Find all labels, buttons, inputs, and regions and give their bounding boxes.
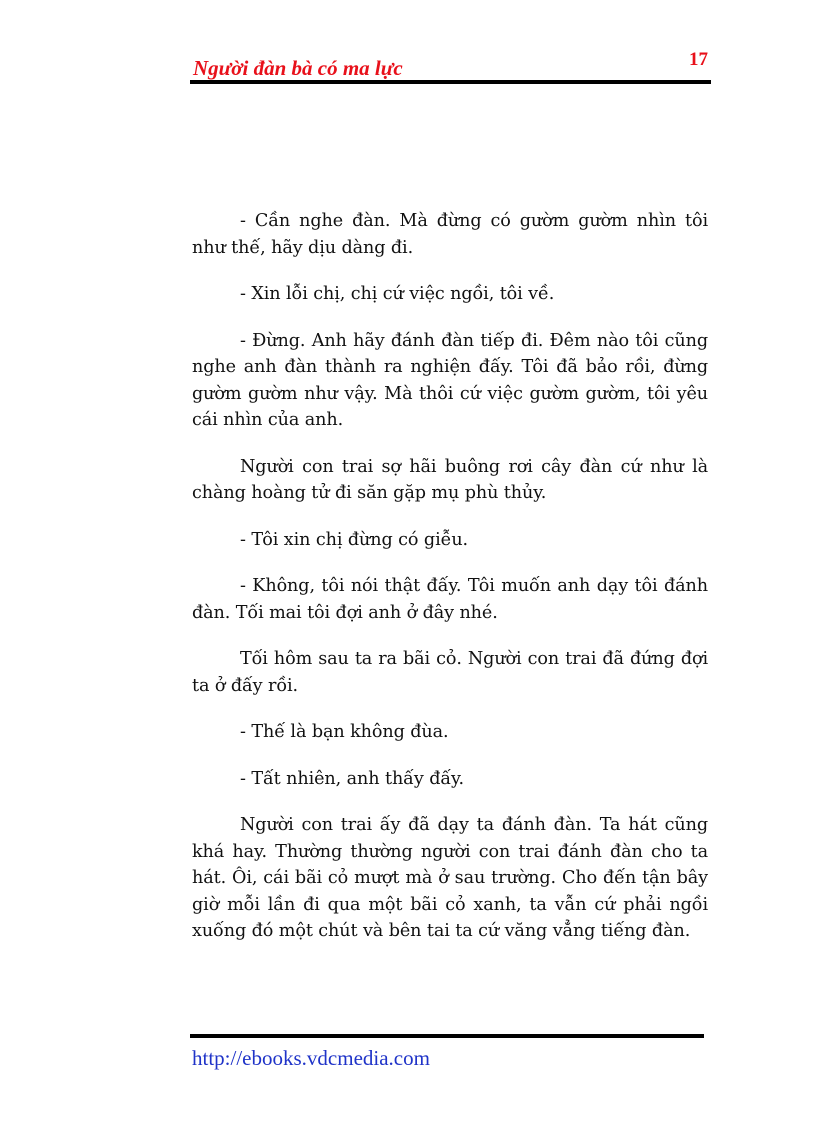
paragraph: Người con trai sợ hãi buông rơi cây đàn cứ như là chàng hoàng tử đi săn gặp mụ phù thủy. (192, 456, 708, 503)
paragraph: - Tôi xin chị đừng có giễu. (240, 529, 469, 550)
paragraph: Người con trai ấy đã dạy ta đánh đàn. Ta hát cũng khá hay. Thường thường người con trai đánh đàn cho ta hát. Ôi, cái bãi cỏ mượt mà ở sau trường. Cho đến tận bây giờ mỗi lần đi qua một bãi cỏ xanh, ta vẫn cứ phải ngồi xuống đó một chút và bên tai ta cứ văng vẳng tiếng đàn. (192, 815, 708, 941)
running-header-title: Người đàn bà có ma lực (193, 56, 403, 80)
paragraph: - Cần nghe đàn. Mà đừng có gườm gườm nhìn tôi như thế, hãy dịu dàng đi. (192, 211, 708, 258)
footer-ebook-link[interactable]: http://ebooks.vdcmedia.com (192, 1046, 430, 1070)
header-divider (190, 80, 711, 84)
body-text (192, 208, 708, 965)
paragraph: Tối hôm sau ta ra bãi cỏ. Người con trai đã đứng đợi ta ở đấy rồi. (192, 649, 708, 696)
paragraph: - Thế là bạn không đùa. (240, 722, 449, 742)
paragraph: - Đừng. Anh hãy đánh đàn tiếp đi. Đêm nào tôi cũng nghe anh đàn thành ra nghiện đấy. Tôi đã bảo rồi, đừng gườm gườm như vậy. Mà thôi cứ việc gườm gườm, tôi yêu cái nhìn của anh. (192, 330, 708, 430)
paragraph: - Xin lỗi chị, chị cứ việc ngồi, tôi về. (240, 284, 555, 304)
paragraph: - Tất nhiên, anh thấy đấy. (240, 768, 465, 789)
footer-divider (190, 1034, 704, 1038)
paragraph: - Không, tôi nói thật đấy. Tôi muốn anh dạy tôi đánh đàn. Tối mai tôi đợi anh ở đây nhé. (192, 576, 708, 623)
page-number: 17 (689, 49, 708, 70)
